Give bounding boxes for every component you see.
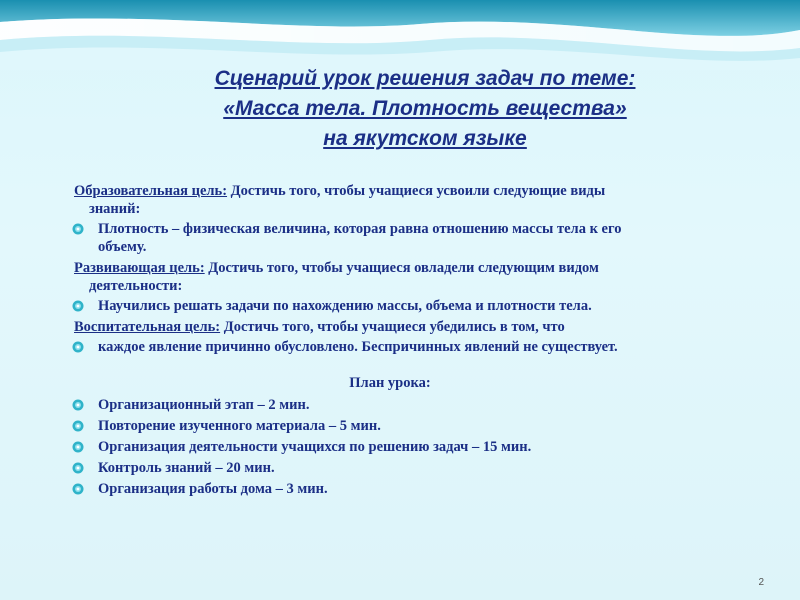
upbringing-goal xyxy=(70,318,760,336)
list-item xyxy=(70,220,760,256)
upbringing-bullet-text: каждое явление причинно обусловлено. Беспричинных явлений не существует. xyxy=(98,339,618,355)
educational-bullet-text-cont: объему. xyxy=(98,239,147,255)
educational-goal xyxy=(70,182,760,218)
list-item xyxy=(70,480,760,498)
list-item xyxy=(70,459,760,477)
plan-title: План урока: xyxy=(349,375,431,391)
title-line-2: «Масса тела. Плотность вещества» xyxy=(223,97,627,120)
title-line-3: на якутском языке xyxy=(323,127,527,150)
educational-bullet-text: Плотность – физическая величина, которая равна отношению массы тела к его xyxy=(98,221,622,237)
educational-goal-heading: Образовательная цель: xyxy=(74,183,228,199)
bullet-icon xyxy=(72,441,84,453)
list-item xyxy=(70,297,760,315)
plan-item-text: Организация деятельности учащихся по решению задач – 15 мин. xyxy=(98,439,532,455)
bullet-icon xyxy=(72,300,84,312)
bullet-icon xyxy=(72,341,84,353)
educational-goal-text-cont: знаний: xyxy=(89,201,141,217)
developing-goal-text-cont: деятельности: xyxy=(89,278,183,294)
list-item xyxy=(70,338,760,356)
upbringing-goal-text: Достичь того, чтобы учащиеся убедились в том, что xyxy=(220,319,565,335)
bullet-icon xyxy=(72,483,84,495)
slide-title xyxy=(100,64,750,154)
decorative-wave xyxy=(0,0,800,70)
developing-goal-heading: Развивающая цель: xyxy=(74,260,205,276)
plan-item-text: Контроль знаний – 20 мин. xyxy=(98,460,275,476)
plan-item-text: Повторение изученного материала – 5 мин. xyxy=(98,418,381,434)
developing-goal xyxy=(70,259,760,295)
upbringing-goal-heading: Воспитательная цель: xyxy=(74,319,221,335)
content-body xyxy=(70,182,760,501)
list-item xyxy=(70,438,760,456)
bullet-icon xyxy=(72,420,84,432)
plan-item-text: Организационный этап – 2 мин. xyxy=(98,397,310,413)
developing-goal-text: Достичь того, чтобы учащиеся овладели следующим видом xyxy=(204,260,599,276)
list-item xyxy=(70,396,760,414)
bullet-icon xyxy=(72,399,84,411)
educational-goal-text: Достичь того, чтобы учащиеся усвоили следующие виды xyxy=(227,183,606,199)
bullet-icon xyxy=(72,462,84,474)
plan-item-text: Организация работы дома – 3 мин. xyxy=(98,481,328,497)
developing-bullet-text: Научились решать задачи по нахождению массы, объема и плотности тела. xyxy=(98,298,592,314)
bullet-icon xyxy=(72,223,84,235)
title-line-1: Сценарий урок решения задач по теме: xyxy=(214,67,636,90)
page-number: 2 xyxy=(758,577,764,588)
list-item xyxy=(70,417,760,435)
